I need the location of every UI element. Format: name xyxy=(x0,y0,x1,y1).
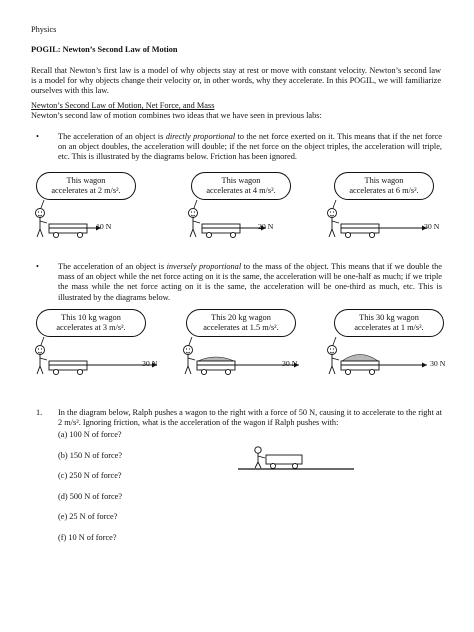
bubble-line-2: accelerates at 1 m/s². xyxy=(354,323,424,332)
wagon-wheel xyxy=(53,232,58,237)
question-number: 1. xyxy=(36,408,43,417)
eye xyxy=(191,211,192,212)
wagon-body xyxy=(202,224,240,233)
figure-wagon-diagram xyxy=(324,200,464,240)
figure-wagon-diagram xyxy=(324,337,464,377)
wagon-body xyxy=(341,361,379,370)
wagon-wheel xyxy=(77,232,82,237)
wagon-wheel xyxy=(345,232,350,237)
figure-wagon-diagram xyxy=(180,337,320,377)
speech-bubble xyxy=(36,309,146,337)
eye xyxy=(333,211,334,212)
eye xyxy=(41,211,42,212)
bubble-tail xyxy=(41,200,44,208)
figure-leg xyxy=(190,229,193,237)
eye xyxy=(330,211,331,212)
bullet1-emphasis: directly proportional xyxy=(165,132,236,141)
section-heading: Newton’s Second Law of Motion, Net Force, and Mass xyxy=(31,101,215,110)
bubble-tail xyxy=(333,337,336,345)
bubble-tail xyxy=(194,200,197,208)
question-part: (c) 250 N of force? xyxy=(58,471,122,480)
figure-leg xyxy=(40,366,43,374)
bubble-line-2: accelerates at 1.5 m/s². xyxy=(203,323,279,332)
wagon-wheel xyxy=(369,232,374,237)
figure-leg xyxy=(37,366,40,374)
bubble-tail xyxy=(41,337,44,345)
question-part: (e) 25 N of force? xyxy=(58,512,118,521)
force-label: 10 N xyxy=(96,222,112,231)
figure-arm xyxy=(188,358,195,360)
eye xyxy=(189,348,190,349)
wagon-body xyxy=(341,224,379,233)
figure-leg xyxy=(329,229,332,237)
bubble-line-1: This 30 kg wagon xyxy=(359,313,419,322)
wagon-wheel xyxy=(201,369,206,374)
wagon-load xyxy=(198,357,234,361)
bullet-dot: • xyxy=(36,132,39,141)
figure-leg xyxy=(37,229,40,237)
bullet-inversely-proportional xyxy=(58,262,442,303)
wagon-wheel xyxy=(293,464,298,469)
wagon-wheel xyxy=(369,369,374,374)
wagon-wheel xyxy=(345,369,350,374)
question-part: (b) 150 N of force? xyxy=(58,450,123,460)
question-diagram xyxy=(238,445,354,473)
figure-leg xyxy=(332,229,335,237)
question-text: In the diagram below, Ralph pushes a wagon to the right with a force of 50 N, causing it to accelerate to the right at 2 m/s². Ignoring friction, what is the acceleration of the wagon if Ralph pushes with: xyxy=(58,408,442,428)
force-arrow-head xyxy=(422,363,427,368)
wagon-wheel xyxy=(225,369,230,374)
page-title: POGIL: Newton’s Second Law of Motion xyxy=(31,45,178,54)
bubble-line-2: accelerates at 3 m/s². xyxy=(56,323,126,332)
figure-arm xyxy=(332,221,339,223)
figure-arm xyxy=(40,358,47,360)
bullet2-emphasis: inversely proportional xyxy=(166,262,242,271)
speech-bubble xyxy=(334,172,434,200)
bullet1-post: to the net force exerted on it. This means that if the net force on an object doubles, the acceleration will double; if the net force on the object triples, the acceleration will triple, etc. This is illustrated by the diagrams below. Friction has been ignored. xyxy=(58,132,442,162)
eye xyxy=(333,348,334,349)
question-part: (a) 100 N of force? xyxy=(58,430,122,439)
eye xyxy=(186,348,187,349)
figure-leg xyxy=(332,366,335,374)
figure-leg xyxy=(329,366,332,374)
figure-wagon-diagram xyxy=(32,200,172,240)
bullet-dot: • xyxy=(36,262,39,271)
wagon-body xyxy=(49,361,87,370)
eye xyxy=(41,348,42,349)
wagon-body xyxy=(49,224,87,233)
bubble-line-1: This wagon xyxy=(66,176,106,185)
bullet-directly-proportional xyxy=(58,132,442,163)
bubble-tail xyxy=(189,337,192,345)
bullet1-pre: The acceleration of an object is xyxy=(58,132,166,141)
section-lead: Newton’s second law of motion combines two ideas that we have seen in previous labs: xyxy=(31,111,322,120)
bubble-line-1: This wagon xyxy=(364,176,404,185)
eye xyxy=(330,348,331,349)
figure-arm xyxy=(193,221,200,223)
bubble-line-1: This 10 kg wagon xyxy=(61,313,121,322)
wagon-body xyxy=(266,455,302,464)
force-label: 30 N xyxy=(430,359,446,368)
bullet2-pre: The acceleration of an object is xyxy=(58,262,167,271)
bullet2-post: to the mass of the object. This means that if we double the mass of an object while the net force acting on it is the same, the acceleration will be one-half as much; if we triple the mass while the net force acting on it is the same, the acceleration will be one-third as much, etc. This is illustrated by the diagrams below. xyxy=(58,262,442,302)
figure-leg xyxy=(193,229,196,237)
force-label: 20 N xyxy=(258,222,274,231)
bubble-tail xyxy=(333,200,336,208)
eye xyxy=(38,211,39,212)
wagon-body xyxy=(197,361,235,370)
question-part: (f) 10 N of force? xyxy=(58,532,117,542)
figure-leg xyxy=(185,366,188,374)
eye xyxy=(194,211,195,212)
stick-figure-head xyxy=(255,447,261,453)
bubble-line-1: This 20 kg wagon xyxy=(211,313,271,322)
wagon-wheel xyxy=(271,464,276,469)
figure-arm xyxy=(40,221,47,223)
subject-label: Physics xyxy=(31,25,57,34)
speech-bubble xyxy=(334,309,444,337)
force-label: 30 N xyxy=(282,359,298,368)
figure-wagon-diagram xyxy=(185,200,325,240)
figure-wagon-diagram xyxy=(32,337,172,377)
speech-bubble xyxy=(186,309,296,337)
figure-leg xyxy=(188,366,191,374)
force-label: 30 N xyxy=(142,359,158,368)
wagon-wheel xyxy=(230,232,235,237)
bubble-line-2: accelerates at 6 m/s². xyxy=(349,186,419,195)
bubble-line-2: accelerates at 2 m/s². xyxy=(51,186,121,195)
bubble-line-1: This wagon xyxy=(221,176,261,185)
bubble-line-2: accelerates at 4 m/s². xyxy=(206,186,276,195)
speech-bubble xyxy=(191,172,291,200)
figure-leg xyxy=(40,229,43,237)
wagon-load xyxy=(342,355,378,362)
intro-paragraph: Recall that Newton’s first law is a model of why objects stay at rest or move with constant velocity. Newton’s second law is a model for why objects change their velocity or, in other words, why they accelerate. In this POGIL, we will familiarize ourselves with this law. xyxy=(31,66,441,96)
speech-bubble xyxy=(36,172,136,200)
force-label: 30 N xyxy=(424,222,440,231)
figure-arm xyxy=(332,358,339,360)
question-part: (d) 500 N of force? xyxy=(58,491,123,501)
wagon-wheel xyxy=(53,369,58,374)
wagon-wheel xyxy=(77,369,82,374)
wagon-wheel xyxy=(206,232,211,237)
eye xyxy=(38,348,39,349)
